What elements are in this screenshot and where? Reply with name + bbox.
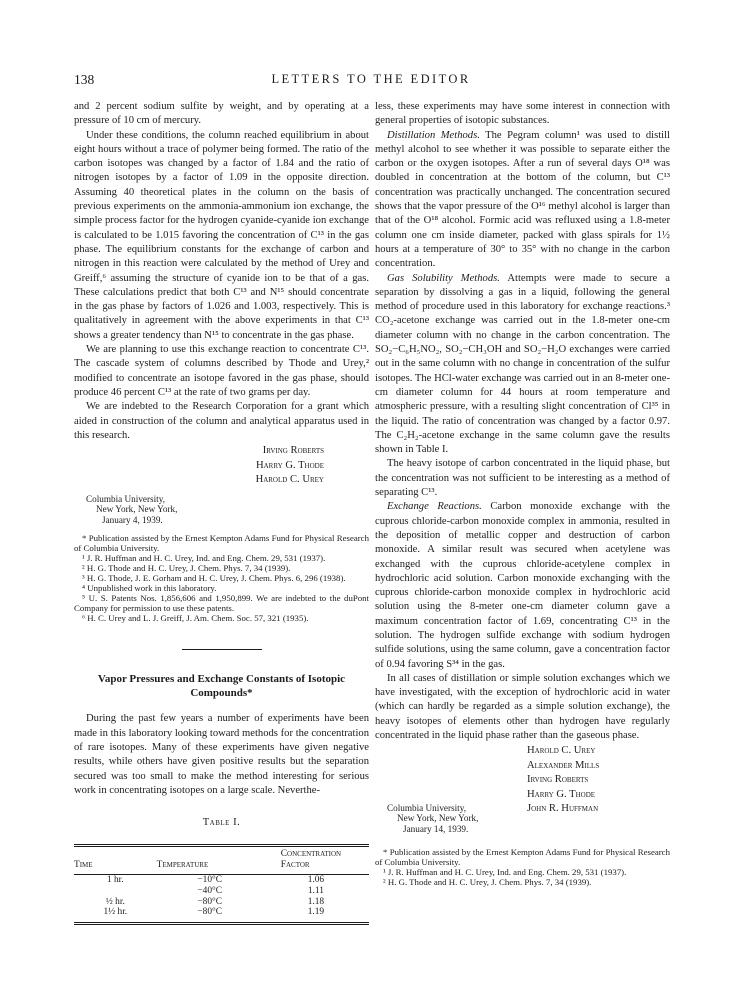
paragraph: Under these conditions, the column reached equilibrium in about eight hours without a trace of polymer being formed. The ratio of the carbon isotopes was changed by a factor of 1.84 and the ratio of nitrogen isotopes by a factor of 1.09 in the opposite direction. Assuming 40 theoretical plates in the column on the basis of previous experiments on the ammonia-ammonium ion exchange, the simple process factor for the hydrogen cyanide-cyanide ion exchange is calculated to be 1.015 favoring the concentration of C¹³ in the gas phase. The equilibrium constants for the exchange of carbon and nitrogen in this reaction were calculated by the method of Urey and Greiff,⁶ assuming the structure of cyanide ion to be that of a gas. These calculations predict that both C¹³ and N¹⁵ should concentrate in the gas phase by factors of 1.026 and 1.003, respectively. This is qualitatively in agreement with the above experiments in that C¹³ shows a greater tendency than N¹⁵ to concentrate in the gas phase. [74,129,369,341]
table-cell: 1½ hr. [74,907,157,923]
table-cell: 1 hr. [106,875,124,886]
table-cell: 1.11 [307,885,324,896]
table-row [74,907,369,923]
table-cell: −40°C [197,885,223,896]
right-column [375,100,670,887]
author-name: John R. Huffman [527,803,599,815]
table-row [74,886,369,897]
footnote: ⁵ U. S. Patents Nos. 1,856,606 and 1,950,899. We are indebted to the duPont Company for permission to use these patents. [74,593,369,614]
affiliation-line: New York, New York, [397,813,479,824]
author-name: Harry G. Thode [527,788,596,800]
author-name: Harold C. Urey [527,745,596,757]
paragraph [375,129,670,272]
footnote: ² H. G. Thode and H. C. Urey, J. Chem. Phys. 7, 34 (1939). [82,563,291,574]
affiliation-line: Columbia University, [86,493,166,504]
affiliation-line: New York, New York, [96,504,178,515]
section-heading: Distillation Methods. [387,129,480,141]
paragraph: The heavy isotope of carbon concentrated in the liquid phase, but the concentration was not sufficient to be interesting as a method of separating C¹³. [375,458,670,499]
table-cell: 1.19 [263,907,369,923]
section-heading: Exchange Reactions. [387,501,482,513]
author-name: Irving Roberts [262,445,324,457]
paragraph: We are planning to use this exchange reaction to concentrate C¹³. The cascade system of columns described by Thode and Urey,² modified to concentrate an isotope favored in the gas phase, should produce 46 percent C¹³ at the rate of two grams per day. [74,344,369,398]
table-cell: −80°C [197,896,223,907]
footnote: * Publication assisted by the Ernest Kempton Adams Fund for Physical Research of Columbia University. [375,846,670,867]
author-name: Irving Roberts [527,774,589,786]
signature-block [74,444,369,488]
table-row [74,897,369,908]
table-caption: Table I. [202,817,241,829]
section-divider [182,649,262,650]
paragraph: We are indebted to the Research Corporation for a grant which aided in construction of the column and analytical apparatus used in this research. [74,401,369,441]
author-name: Alexander Mills [527,759,600,771]
table-header-temperature: Temperature [157,846,263,875]
table-cell: −10°C [197,875,223,886]
table-cell: ½ hr. [105,896,125,907]
footnote: ² H. G. Thode and H. C. Urey, J. Chem. Phys. 7, 34 (1939). [383,876,592,887]
data-table [74,844,369,925]
footnote: ¹ J. R. Huffman and H. C. Urey, Ind. and Eng. Chem. 29, 531 (1937). [383,866,627,877]
affiliation [74,494,369,526]
page-number: 138 [74,72,95,87]
paragraph: and 2 percent sodium sulfite by weight, and by operating at a pressure of 10 cm of mercury. [74,101,369,127]
table-row [74,875,369,886]
paragraph-text: Carbon monoxide exchange with the cuprous chloride-carbon monoxide complex in ammonia, resulted in the deposition of metallic copper and destruction of carbon monoxide. A similar result was secured when acetylene was exchanged with the cuprous chloride-acetylene complex in hydrochloric acid solution. Carbon monoxide exchanging with the cuprous chloride-carbon monoxide complex in hydrochloric acid solution using the 8-meter one-cm diameter column gave a maximum concentration factor of 1.69, concentrating C¹³ in the solution. The hydrogen sulfide exchange with sodium hydrogen sulfide solutions, using the same column, gave a concentration factor of 0.94 favoring S³⁴ in the gas. [375,501,670,670]
running-title: LETTERS TO THE EDITOR [271,72,471,86]
footnotes [74,533,369,623]
footnote: ⁶ H. C. Urey and L. J. Greiff, J. Am. Chem. Soc. 57, 321 (1935). [82,613,309,624]
paragraph-text: Attempts were made to secure a separation by dissolving a gas in a liquid, following the general method of procedure used in this laboratory for exchange reactions.³ CO₂-acetone exchange was carried out in the 1.8-meter one-cm diameter column with no change in the carbon concentration. The SO₂−C₆H₅NO₂, SO₂−CH₃OH and SO₂−H₂O exchanges were carried out in the same column with no change in concentration of the sulfur isotopes. The HCl-water exchange was carried out in an 8-meter one-cm diameter column for 44 hours at room temperature and atmospheric pressure, with a resulting slight concentration of Cl³⁵ in the liquid. The ratio of concentration was changed by a factor 0.97. The C₂H₂-acetone exchange in the same column gave the results shown in Table I. [375,272,671,456]
paragraph-text: The Pegram column¹ was used to distill methyl alcohol to see whether it was possible to separate either the carbon or the oxygen isotopes. After a run of several days O¹⁸ was doubled in concentration at the bottom of the column, but C¹³ concentration was practically unchanged. The concentration secured shows that the vapor pressure of the O¹⁶ methyl alcohol is larger than that of the O¹⁸ alcohol. Formic acid was refluxed using a 1.8-meter column one cm inside diameter, packed with glass spirals for 1½ hours at a temperature of 30° to 35° with no change in the carbon concentration. [375,129,671,270]
left-column [74,100,369,925]
table-cell: −80°C [157,907,263,923]
footnote: ¹ J. R. Huffman and H. C. Urey, Ind. and Eng. Chem. 29, 531 (1937). [82,553,326,564]
footnote: ⁴ Unpublished work in this laboratory. [82,583,217,594]
footnotes [375,847,670,887]
paragraph: less, these experiments may have some interest in connection with general properties of isotopic substances. [375,101,670,127]
author-name: Harold C. Urey [255,474,324,486]
affiliation-line: January 4, 1939. [102,514,163,525]
affiliation-line: January 14, 1939. [403,824,469,835]
footnote: ³ H. G. Thode, J. E. Gorham and H. C. Urey, J. Chem. Phys. 6, 296 (1938). [82,573,346,584]
page-header [74,72,668,88]
paragraph [375,272,670,458]
table-cell: 1.06 [307,875,325,886]
affiliation [375,803,670,835]
affiliation-line: Columbia University, [387,802,467,813]
paragraph [375,500,670,672]
section-heading: Gas Solubility Methods. [387,272,500,284]
article-title: Vapor Pressures and Exchange Constants of Isotopic Compounds* [97,673,346,700]
paragraph: During the past few years a number of experiments have been made in this laboratory looking toward methods for the concentration of rare isotopes. Many of these experiments have given negative results, while others have given positive results but the separation secured was too small to make the method interesting for serious work in concentrating isotopes on a large scale. Neverthe- [74,713,369,796]
table-cell: 1.18 [307,896,325,907]
table-cell [74,886,157,897]
author-name: Harry G. Thode [255,459,324,471]
footnote: * Publication assisted by the Ernest Kempton Adams Fund for Physical Research of Columbia University. [74,533,369,554]
table-header-time: Time [74,846,157,875]
paragraph: In all cases of distillation or simple solution exchanges which we have investigated, with the exception of hydrochloric acid in water (which can hardly be regarded as a simple solution exchange), the heavy isotopes of elements other than hydrogen have regularly concentrated in the liquid phase rather than the gaseous phase. [375,672,670,742]
table-header-concentration: Concentration Factor [263,846,369,875]
